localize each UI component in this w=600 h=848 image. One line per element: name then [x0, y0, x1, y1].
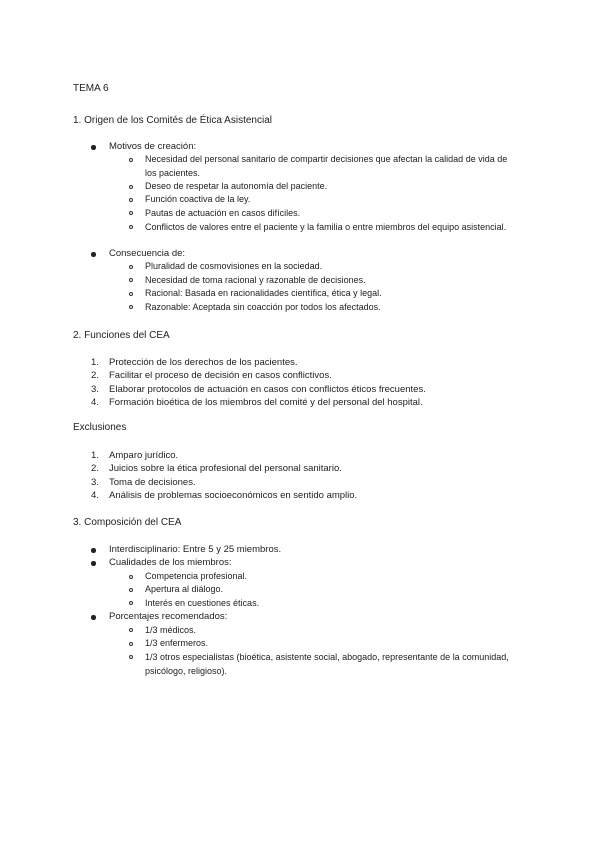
list-item: Racional: Basada en racionalidades científica, ética y legal.: [145, 288, 382, 298]
bullet-icon: [91, 252, 96, 257]
circle-bullet-icon: [129, 278, 133, 282]
circle-bullet-icon: [129, 642, 133, 646]
list-item: Apertura al diálogo.: [145, 584, 224, 594]
section-1-group-2-label: Consecuencia de:: [109, 248, 186, 259]
circle-bullet-icon: [129, 575, 133, 579]
list-number: 2.: [91, 370, 99, 381]
list-item: 1/3 enfermeros.: [145, 638, 209, 648]
circle-bullet-icon: [129, 292, 133, 296]
list-item: Análisis de problemas socioeconómicos en sentido amplio.: [109, 490, 358, 501]
list-item: 1/3 médicos.: [145, 625, 197, 635]
circle-bullet-icon: [129, 305, 133, 309]
list-item: Competencia profesional.: [145, 571, 248, 581]
list-item: 1/3 otros especialistas (bioética, asistente social, abogado, representante de la comunidad, psicólogo, religioso).: [145, 652, 509, 676]
circle-bullet-icon: [129, 211, 133, 215]
section-1-heading: 1. Origen de los Comités de Ética Asistencial: [73, 115, 272, 126]
bullet-icon: [91, 548, 96, 553]
section-3-heading: 3. Composición del CEA: [73, 517, 182, 528]
list-item: Juicios sobre la ética profesional del personal sanitario.: [109, 463, 342, 474]
list-number: 1.: [91, 450, 99, 461]
bullet-icon: [91, 561, 96, 566]
section-3-group-label: Porcentajes recomendados:: [109, 611, 228, 622]
circle-bullet-icon: [129, 628, 133, 632]
list-number: 2.: [91, 463, 99, 474]
list-number: 4.: [91, 397, 99, 408]
bullet-icon: [91, 615, 96, 620]
list-item: Deseo de respetar la autonomía del paciente.: [145, 181, 328, 191]
list-item: Protección de los derechos de los pacientes.: [109, 357, 298, 368]
list-item: Amparo jurídico.: [109, 450, 179, 461]
circle-bullet-icon: [129, 588, 133, 592]
list-item: Necesidad de toma racional y razonable de decisiones.: [145, 275, 366, 285]
section-3-item: Interdisciplinario: Entre 5 y 25 miembros.: [109, 544, 282, 555]
circle-bullet-icon: [129, 601, 133, 605]
circle-bullet-icon: [129, 185, 133, 189]
list-number: 3.: [91, 477, 99, 488]
list-number: 1.: [91, 357, 99, 368]
bullet-icon: [91, 145, 96, 150]
list-item: Toma de decisiones.: [109, 477, 196, 488]
list-item: Formación bioética de los miembros del comité y del personal del hospital.: [109, 397, 423, 408]
list-item: Facilitar el proceso de decisión en casos conflictivos.: [109, 370, 332, 381]
list-number: 4.: [91, 490, 99, 501]
list-item: Interés en cuestiones éticas.: [145, 598, 260, 608]
list-item: Conflictos de valores entre el paciente y la familia o entre miembros del equipo asistencial.: [145, 222, 507, 232]
circle-bullet-icon: [129, 198, 133, 202]
circle-bullet-icon: [129, 225, 133, 229]
list-number: 3.: [91, 384, 99, 395]
list-item: Razonable: Aceptada sin coacción por todos los afectados.: [145, 302, 381, 312]
list-item: Elaborar protocolos de actuación en casos con conflictos éticos frecuentes.: [109, 384, 426, 395]
section-3-group-label: Cualidades de los miembros:: [109, 557, 232, 568]
list-item: Pluralidad de cosmovisiones en la sociedad.: [145, 261, 323, 271]
exclusions-heading: Exclusiones: [73, 422, 127, 433]
circle-bullet-icon: [129, 655, 133, 659]
list-item: Función coactiva de la ley.: [145, 194, 251, 204]
section-2-heading: 2. Funciones del CEA: [73, 330, 170, 341]
list-item: Necesidad del personal sanitario de compartir decisiones que afectan la calidad de vida de los pacientes.: [145, 154, 508, 178]
circle-bullet-icon: [129, 158, 133, 162]
document-title: TEMA 6: [73, 83, 109, 94]
circle-bullet-icon: [129, 265, 133, 269]
section-1-group-1-label: Motivos de creación:: [109, 141, 197, 152]
list-item: Pautas de actuación en casos difíciles.: [145, 208, 301, 218]
